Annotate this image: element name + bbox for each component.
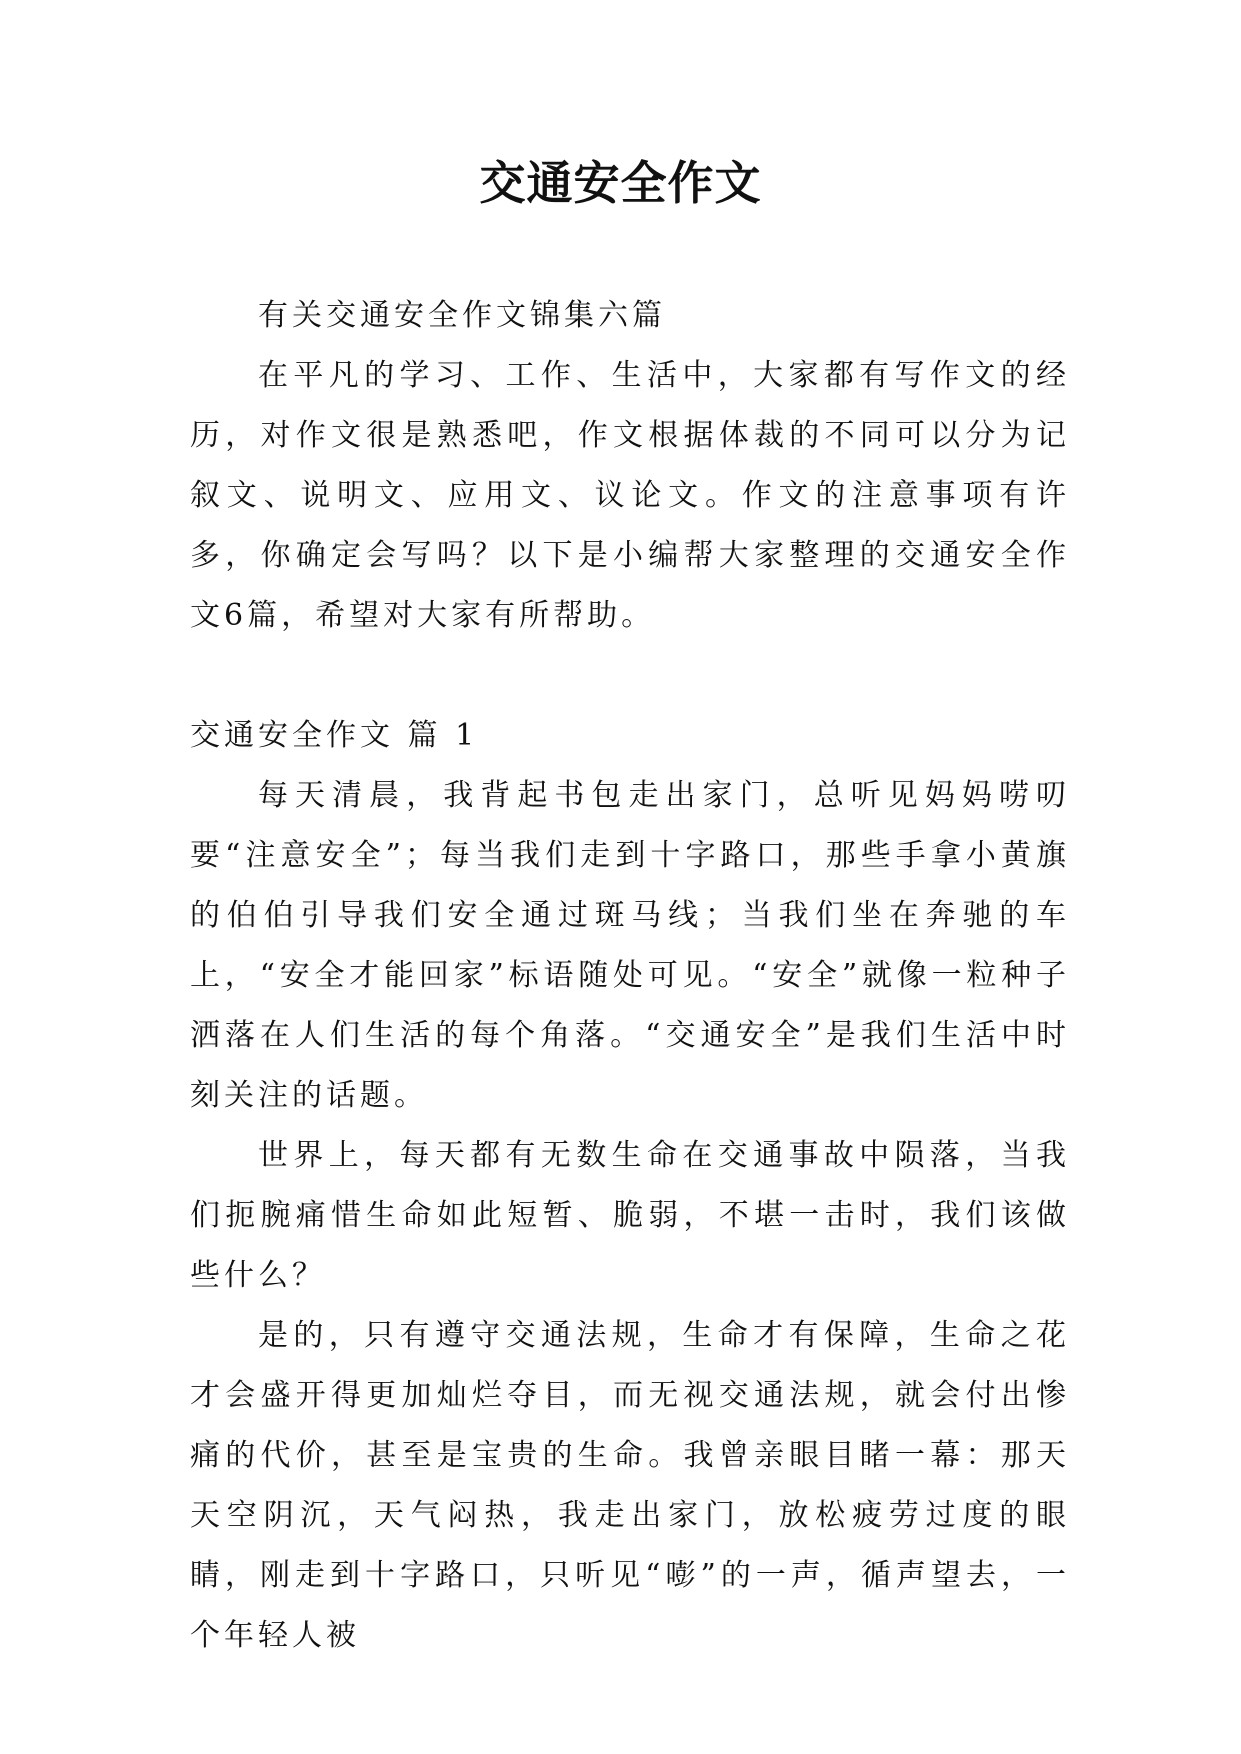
document-body [190,286,1070,1666]
document-subtitle: 有关交通安全作文锦集六篇 [258,298,666,333]
body-paragraph-1: 每天清晨，我背起书包走出家门，总听见妈妈唠叨要“注意安全”；每当我们走到十字路口，那些手拿小黄旗的伯伯引导我们安全通过斑马线；当我们坐在奔驰的车上，“安全才能回家”标语随处可见。“安全”就像一粒种子洒落在人们生活的每个角落。“交通安全”是我们生活中时刻关注的话题。 [190,778,1070,1113]
intro-paragraph: 在平凡的学习、工作、生活中，大家都有写作文的经历，对作文很是熟悉吧，作文根据体裁的不同可以分为记叙文、说明文、应用文、议论文。作文的注意事项有许多，你确定会写吗？以下是小编帮大家整理的交通安全作文6篇，希望对大家有所帮助。 [190,358,1070,633]
body-paragraph-3: 是的，只有遵守交通法规，生命才有保障，生命之花才会盛开得更加灿烂夺目，而无视交通法规，就会付出惨痛的代价，甚至是宝贵的生命。我曾亲眼目睹一幕：那天天空阴沉，天气闷热，我走出家门，放松疲劳过度的眼睛，刚走到十字路口，只听见“嘭”的一声，循声望去，一个年轻人被 [190,1318,1070,1653]
body-paragraph-2: 世界上，每天都有无数生命在交通事故中陨落，当我们扼腕痛惜生命如此短暂、脆弱，不堪一击时，我们该做些什么？ [190,1138,1070,1293]
section-heading: 交通安全作文 篇 1 [190,718,479,753]
document-title: 交通安全作文 [479,156,762,210]
